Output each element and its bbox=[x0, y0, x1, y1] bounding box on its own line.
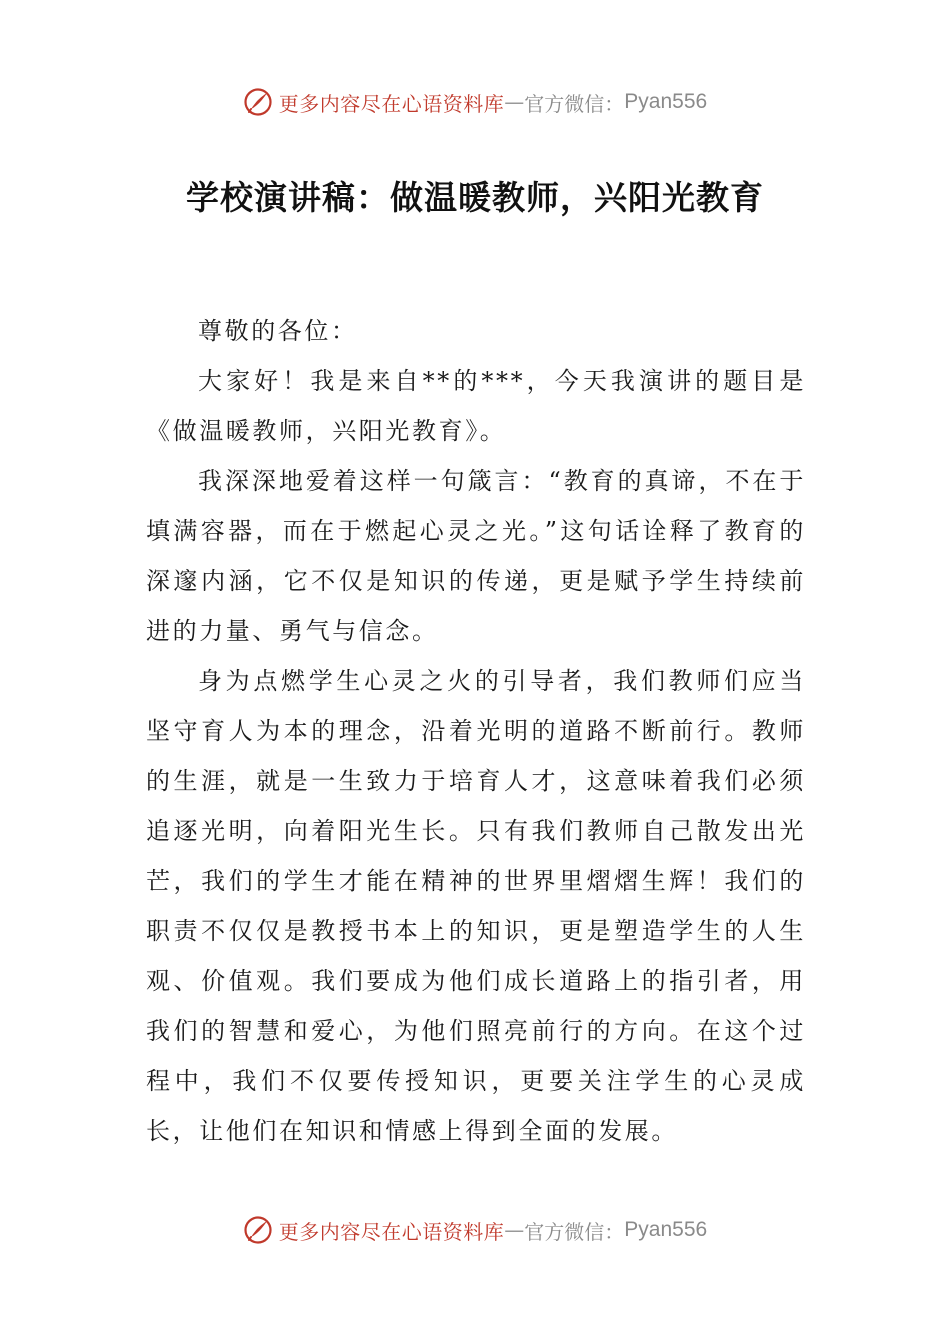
wechat-label: 官方微信： bbox=[524, 1219, 625, 1244]
wechat-label: 官方微信： bbox=[524, 91, 625, 116]
wechat-id: Pyan556 bbox=[624, 90, 708, 113]
promo-text: 更多内容尽在心语资料库 bbox=[278, 91, 505, 116]
document-title: 学校演讲稿：做温暖教师，兴阳光教育 bbox=[186, 178, 764, 217]
greeting-paragraph: 大家好！我是来自**的***，今天我演讲的题目是《做温暖教师，兴阳光教育》。 bbox=[146, 367, 806, 445]
header-banner bbox=[0, 82, 950, 122]
banner-separator: — bbox=[504, 1218, 525, 1242]
footer-banner bbox=[0, 1210, 950, 1250]
quill-seal-icon bbox=[243, 87, 273, 117]
salutation-paragraph: 尊敬的各位： bbox=[198, 317, 358, 345]
promo-text: 更多内容尽在心语资料库 bbox=[278, 1219, 505, 1244]
banner-separator: — bbox=[504, 90, 525, 114]
wechat-id: Pyan556 bbox=[624, 1218, 708, 1241]
quill-seal-icon bbox=[243, 1215, 273, 1245]
mission-paragraph: 身为点燃学生心灵之火的引导者，我们教师们应当坚守育人为本的理念，沿着光明的道路不断前行。教师的生涯，就是一生致力于培育人才，这意味着我们必须追逐光明，向着阳光生长。只有我们教师自己散发出光芒，我们的学生才能在精神的世界里熠熠生辉！我们的职责不仅仅是教授书本上的知识，更是塑造学生的人生观、价值观。我们要成为他们成长道路上的指引者，用我们的智慧和爱心，为他们照亮前行的方向。在这个过程中，我们不仅要传授知识，更要关注学生的心灵成长，让他们在知识和情感上得到全面的发展。 bbox=[146, 667, 806, 1145]
quote-paragraph: 我深深地爱着这样一句箴言：“教育的真谛，不在于填满容器，而在于燃起心灵之光。”这句话诠释了教育的深邃内涵，它不仅是知识的传递，更是赋予学生持续前进的力量、勇气与信念。 bbox=[146, 467, 806, 645]
document-body bbox=[146, 306, 806, 1156]
